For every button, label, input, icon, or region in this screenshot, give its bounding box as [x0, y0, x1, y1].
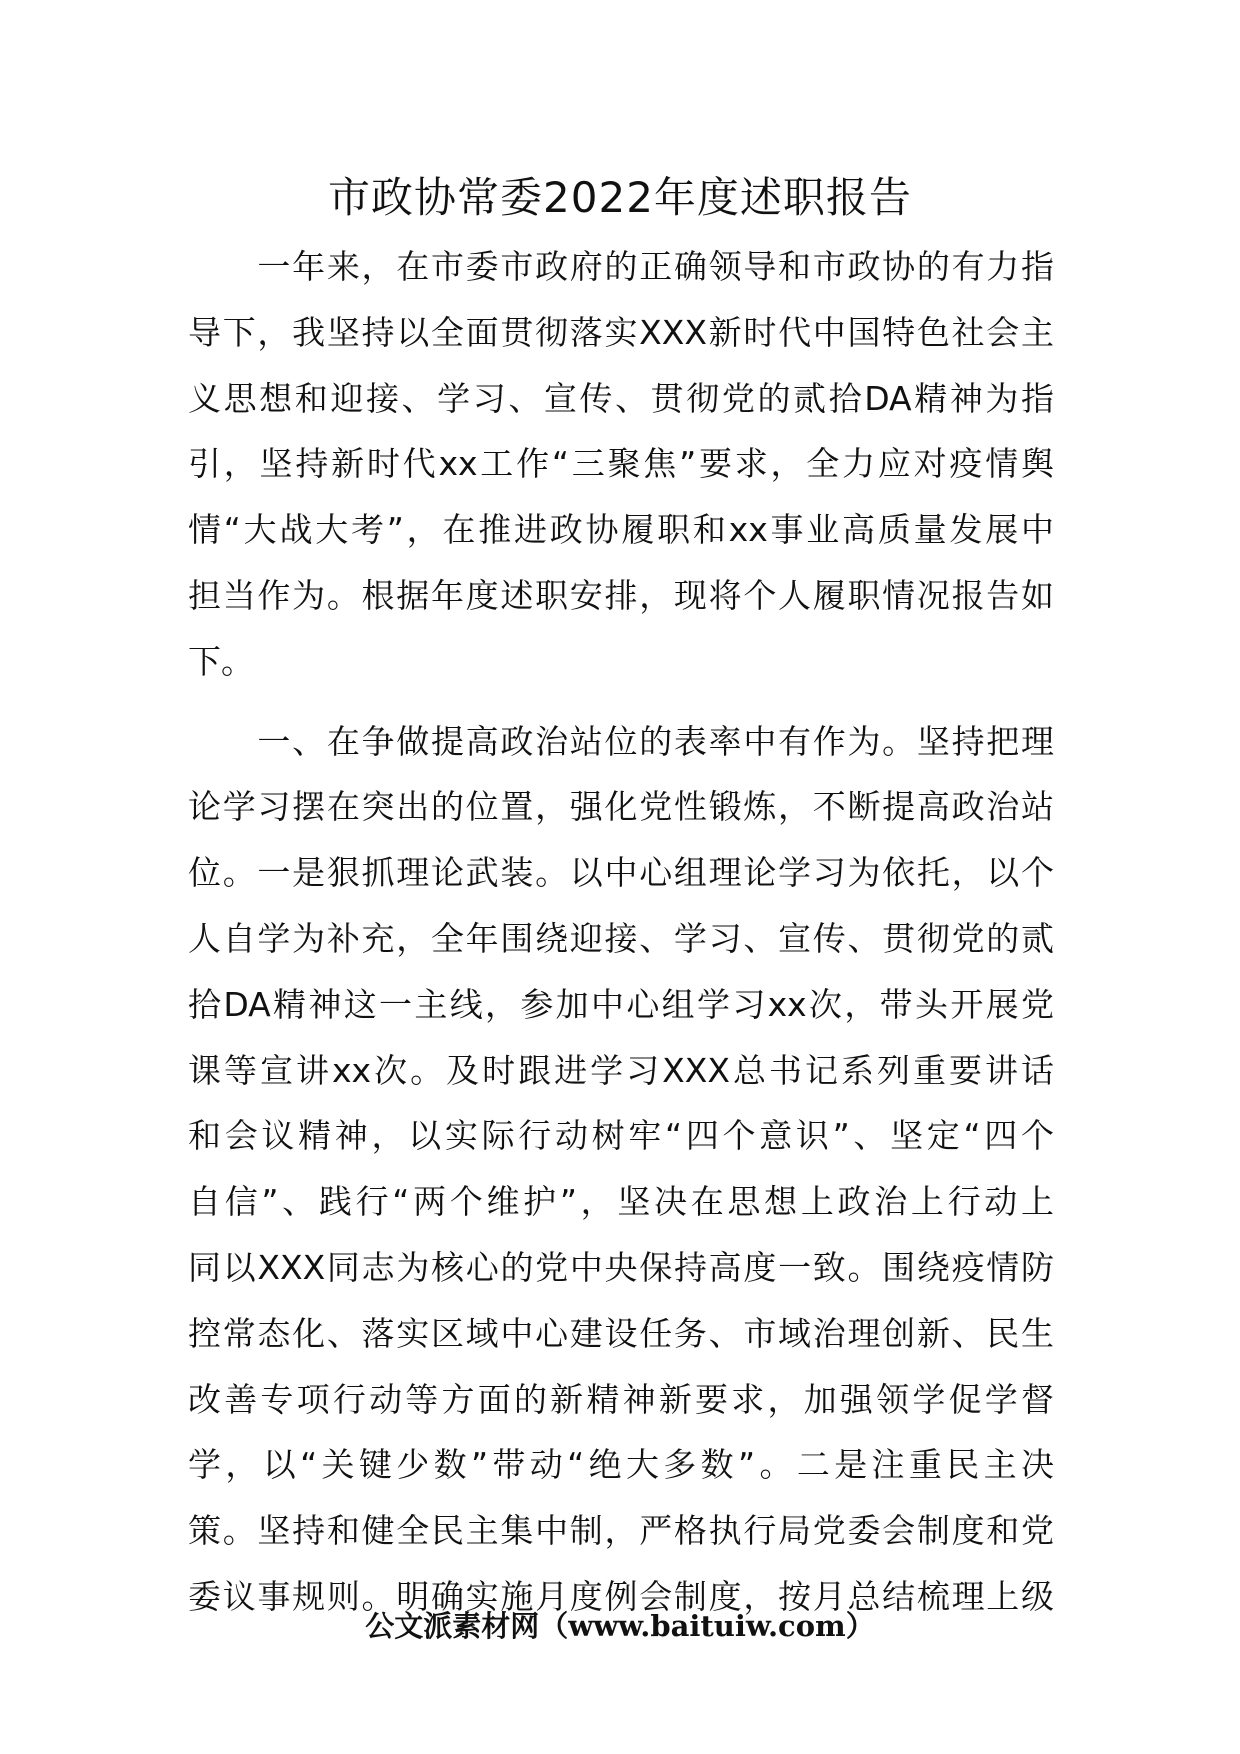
footer-watermark: 公文派素材网（www.baituiw.com） [365, 1609, 875, 1643]
paragraph-line: 学，以“关键少数”带动“绝大多数”。二是注重民主决 [188, 1445, 1054, 1485]
document-title: 市政协常委2022年度述职报告 [328, 173, 912, 222]
paragraph-line: 引，坚持新时代xx工作“三聚焦”要求，全力应对疫情舆 [188, 444, 1054, 484]
paragraph-section-one [188, 709, 1054, 1630]
paragraph-line: 和会议精神，以实际行动树牢“四个意识”、坚定“四个 [188, 1116, 1054, 1156]
paragraph-line: 下。 [188, 641, 254, 681]
paragraph-line: 义思想和迎接、学习、宣传、贯彻党的贰拾DA精神为指 [188, 378, 1054, 418]
paragraph-line: 课等宣讲xx次。及时跟进学习XXX总书记系列重要讲话 [188, 1050, 1054, 1090]
document-body [188, 234, 1054, 1630]
paragraph-line: 改善专项行动等方面的新精神新要求，加强领学促学督 [188, 1379, 1054, 1419]
paragraph-spacer [188, 695, 1054, 709]
paragraph-line: 策。坚持和健全民主集中制，严格执行局党委会制度和党 [188, 1511, 1054, 1551]
paragraph-line: 自信”、践行“两个维护”，坚决在思想上政治上行动上 [188, 1182, 1054, 1222]
paragraph-line: 情“大战大考”，在推进政协履职和xx事业高质量发展中 [188, 510, 1054, 550]
paragraph-line: 委议事规则。明确实施月度例会制度，按月总结梳理上级 [188, 1576, 1054, 1616]
paragraph-line: 位。一是狠抓理论武装。以中心组理论学习为依托，以个 [188, 853, 1054, 893]
paragraph-line: 控常态化、落实区域中心建设任务、市域治理创新、民生 [188, 1313, 1054, 1353]
paragraph-line: 一、在争做提高政治站位的表率中有作为。坚持把理 [188, 721, 1054, 761]
paragraph-intro [188, 234, 1054, 695]
paragraph-line: 一年来，在市委市政府的正确领导和市政协的有力指 [188, 247, 1054, 286]
paragraph-line: 论学习摆在突出的位置，强化党性锻炼，不断提高政治站 [188, 787, 1054, 827]
paragraph-line: 人自学为补充，全年围绕迎接、学习、宣传、贯彻党的贰 [188, 918, 1054, 958]
paragraph-line: 拾DA精神这一主线，参加中心组学习xx次，带头开展党 [188, 984, 1054, 1024]
paragraph-line: 担当作为。根据年度述职安排，现将个人履职情况报告如 [188, 575, 1054, 615]
paragraph-line: 同以XXX同志为核心的党中央保持高度一致。围绕疫情防 [188, 1247, 1054, 1287]
paragraph-line: 导下，我坚持以全面贯彻落实XXX新时代中国特色社会主 [188, 312, 1054, 352]
